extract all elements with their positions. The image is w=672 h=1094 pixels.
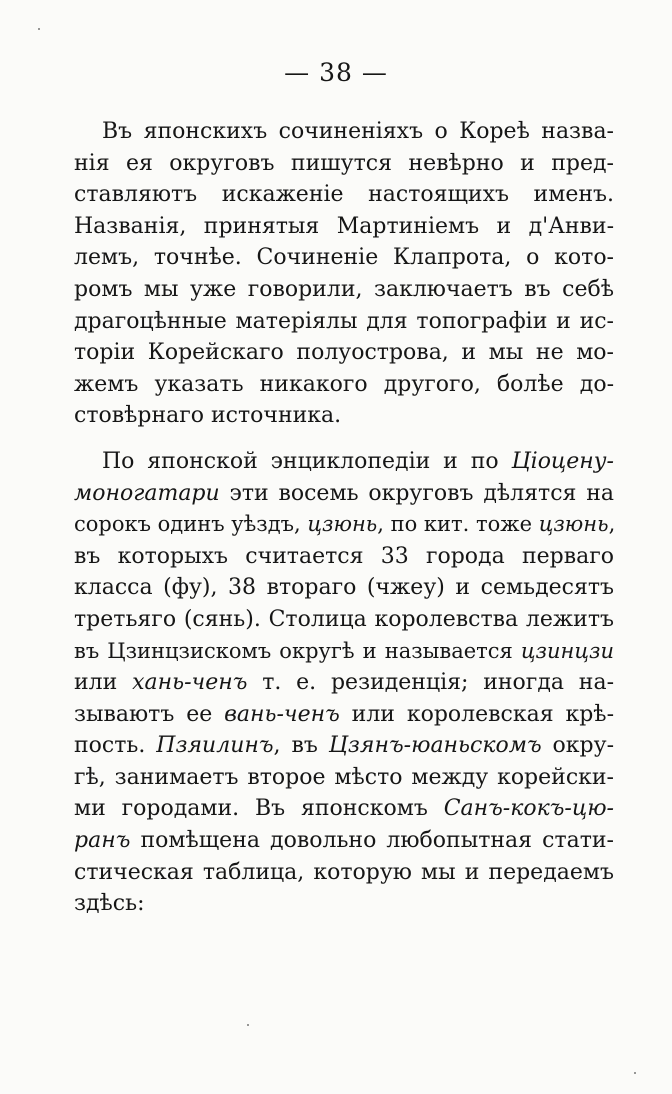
text-run: помѣщена довольно любопытная стати- <box>130 828 614 854</box>
text-run: Въ японскихъ сочиненіяхъ о Кореѣ назва- <box>102 119 614 144</box>
paper-speck <box>38 28 40 30</box>
text-run: , по кит. тоже <box>377 512 539 537</box>
text-run: здѣсь: <box>74 891 145 917</box>
text-line <box>74 541 614 573</box>
text-line <box>74 400 614 432</box>
text-run: окру- <box>541 733 614 759</box>
text-run: Названія, принятыя Мартиніемъ и д'Анви- <box>74 213 614 239</box>
text-run: торіи Корейскаго полуострова, и мы не мо- <box>74 340 614 366</box>
text-run: въ которыхъ считается 33 города перваго <box>74 543 614 569</box>
italic-term: Санъ-кокъ-цю- <box>443 796 614 822</box>
text-run: класса (фу), 38 втораго (чжеу) и семьдесятъ <box>74 575 614 601</box>
text-line <box>74 337 614 369</box>
page-number: — 38 — <box>284 58 388 87</box>
italic-term: вань-ченъ <box>224 701 340 727</box>
italic-term: Пзяилинъ <box>156 733 274 759</box>
text-line <box>74 762 614 794</box>
text-line <box>74 667 614 699</box>
italic-term: цзинцзи <box>520 638 614 663</box>
text-run: стическая таблица, которую мы и передаемъ <box>74 859 614 885</box>
text-run: эти восемь округовъ дѣлятся на <box>219 480 614 506</box>
text-run: стовѣрнаго источника. <box>74 403 342 429</box>
text-run: въ Цзинцзискомъ округѣ и называется <box>74 638 521 663</box>
text-line <box>74 274 614 306</box>
text-line <box>74 825 614 857</box>
text-line <box>74 211 614 243</box>
text-run: зываютъ ее <box>74 701 225 727</box>
paper-speck <box>247 1024 249 1026</box>
text-line <box>74 179 614 211</box>
text-line <box>74 446 614 478</box>
text-run: ромъ мы уже говорили, заключаетъ въ себѣ <box>74 276 614 302</box>
text-line <box>74 888 614 920</box>
text-line <box>74 509 614 541</box>
text-run: или королевская крѣ- <box>339 701 614 727</box>
text-run: ставляютъ искаженіе настоящихъ именъ. <box>74 182 614 208</box>
text-run: или <box>74 670 133 696</box>
text-line <box>74 478 614 510</box>
text-run: третьяго (сянь). Столица королевства лежитъ <box>74 606 614 632</box>
text-run: пость. <box>74 733 157 759</box>
text-run: лемъ, точнѣе. Сочиненіе Клапрота, о кото- <box>74 245 614 271</box>
text-line <box>74 369 614 401</box>
text-line <box>74 604 614 636</box>
italic-term: хань-ченъ <box>132 670 248 696</box>
text-line <box>74 636 614 668</box>
text-run: сорокъ одинъ уѣздъ, <box>74 512 308 537</box>
italic-term: Цзянъ-юаньскомъ <box>328 733 542 759</box>
text-run: драгоцѣнные матеріялы для топографіи и ис- <box>74 308 614 334</box>
text-run: жемъ указать никакого другого, болѣе до- <box>74 371 614 397</box>
paper-speck <box>634 1072 636 1074</box>
text-run: По японской энциклопедіи и по <box>102 448 512 474</box>
italic-term: Ціоцену- <box>511 448 614 474</box>
text-run: т. е. резиденція; иногда на- <box>247 670 614 696</box>
italic-term: цзюнь <box>538 512 609 537</box>
italic-term: моногатари <box>74 480 220 506</box>
body-text <box>74 116 614 920</box>
italic-term: ранъ <box>74 828 131 854</box>
text-run: ми городами. Въ японскомъ <box>74 796 444 822</box>
text-run: гѣ, занимаетъ второе мѣсто между корейски- <box>74 764 614 790</box>
text-line <box>74 572 614 604</box>
text-line <box>74 730 614 762</box>
paragraph-gap <box>74 432 614 446</box>
text-line <box>74 857 614 889</box>
text-line <box>74 148 614 180</box>
text-line <box>74 242 614 274</box>
italic-term: цзюнь <box>307 512 378 537</box>
text-line <box>74 793 614 825</box>
text-line <box>74 306 614 338</box>
text-line <box>74 699 614 731</box>
text-run: нія ея округовъ пишутся невѣрно и пред- <box>74 150 614 176</box>
text-run: , въ <box>273 733 329 759</box>
text-run: , <box>608 512 616 537</box>
text-line <box>74 116 614 148</box>
